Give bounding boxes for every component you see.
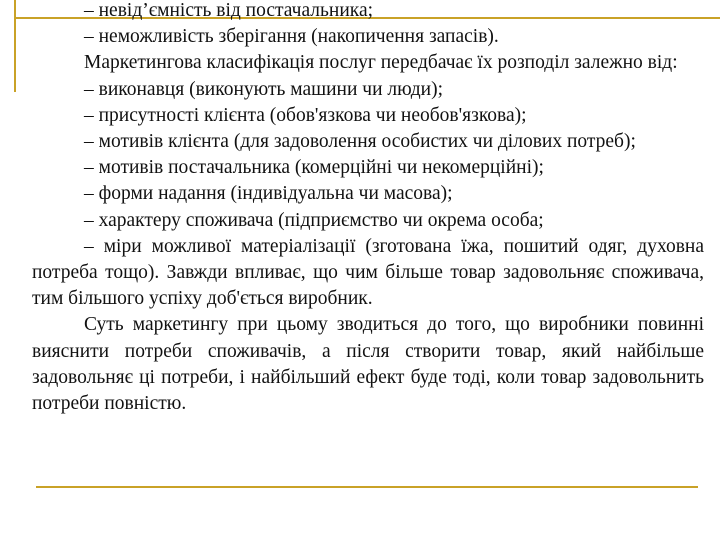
left-divider-line (14, 0, 16, 92)
paragraph-line: – неможливість зберігання (накопичення запасів). (84, 26, 499, 48)
paragraph-line: Суть маркетингу при цьому зводиться до того, що виробники повинні вияснити потреби споживачів, а після створити товар, який найбільше задовольняє ці потреби, і найбільший ефект буде тоді, коли товар задовольнить потреби повністю. (32, 314, 704, 415)
paragraph-line: – характеру споживача (підприємство чи окрема особа; (84, 209, 544, 231)
paragraph-line: – виконавця (виконують машини чи люди); (84, 78, 443, 100)
paragraph-line: Маркетингова класифікація послуг передбачає їх розподіл залежно від: (84, 52, 678, 74)
paragraph-line: – мотивів постачальника (комерційні чи некомерційні); (84, 157, 544, 179)
slide-text-body (32, 0, 704, 417)
paragraph-line: – присутності клієнта (обов'язкова чи необов'язкова); (84, 104, 527, 126)
bottom-divider-line (36, 486, 698, 488)
paragraph-line: – невід’ємність від постачальника; (84, 0, 374, 21)
paragraph-line: – форми надання (індивідуальна чи масова); (84, 183, 453, 205)
paragraph-line: – мотивів клієнта (для задоволення особистих чи ділових потреб); (84, 131, 636, 153)
paragraph-line: – міри можливої матеріалізації (зготована їжа, пошитий одяг, духовна потреба тощо). Завжди впливає, що чим більше товар задовольняє споживача, тим більшого успіху доб'ється виробник. (32, 235, 704, 310)
